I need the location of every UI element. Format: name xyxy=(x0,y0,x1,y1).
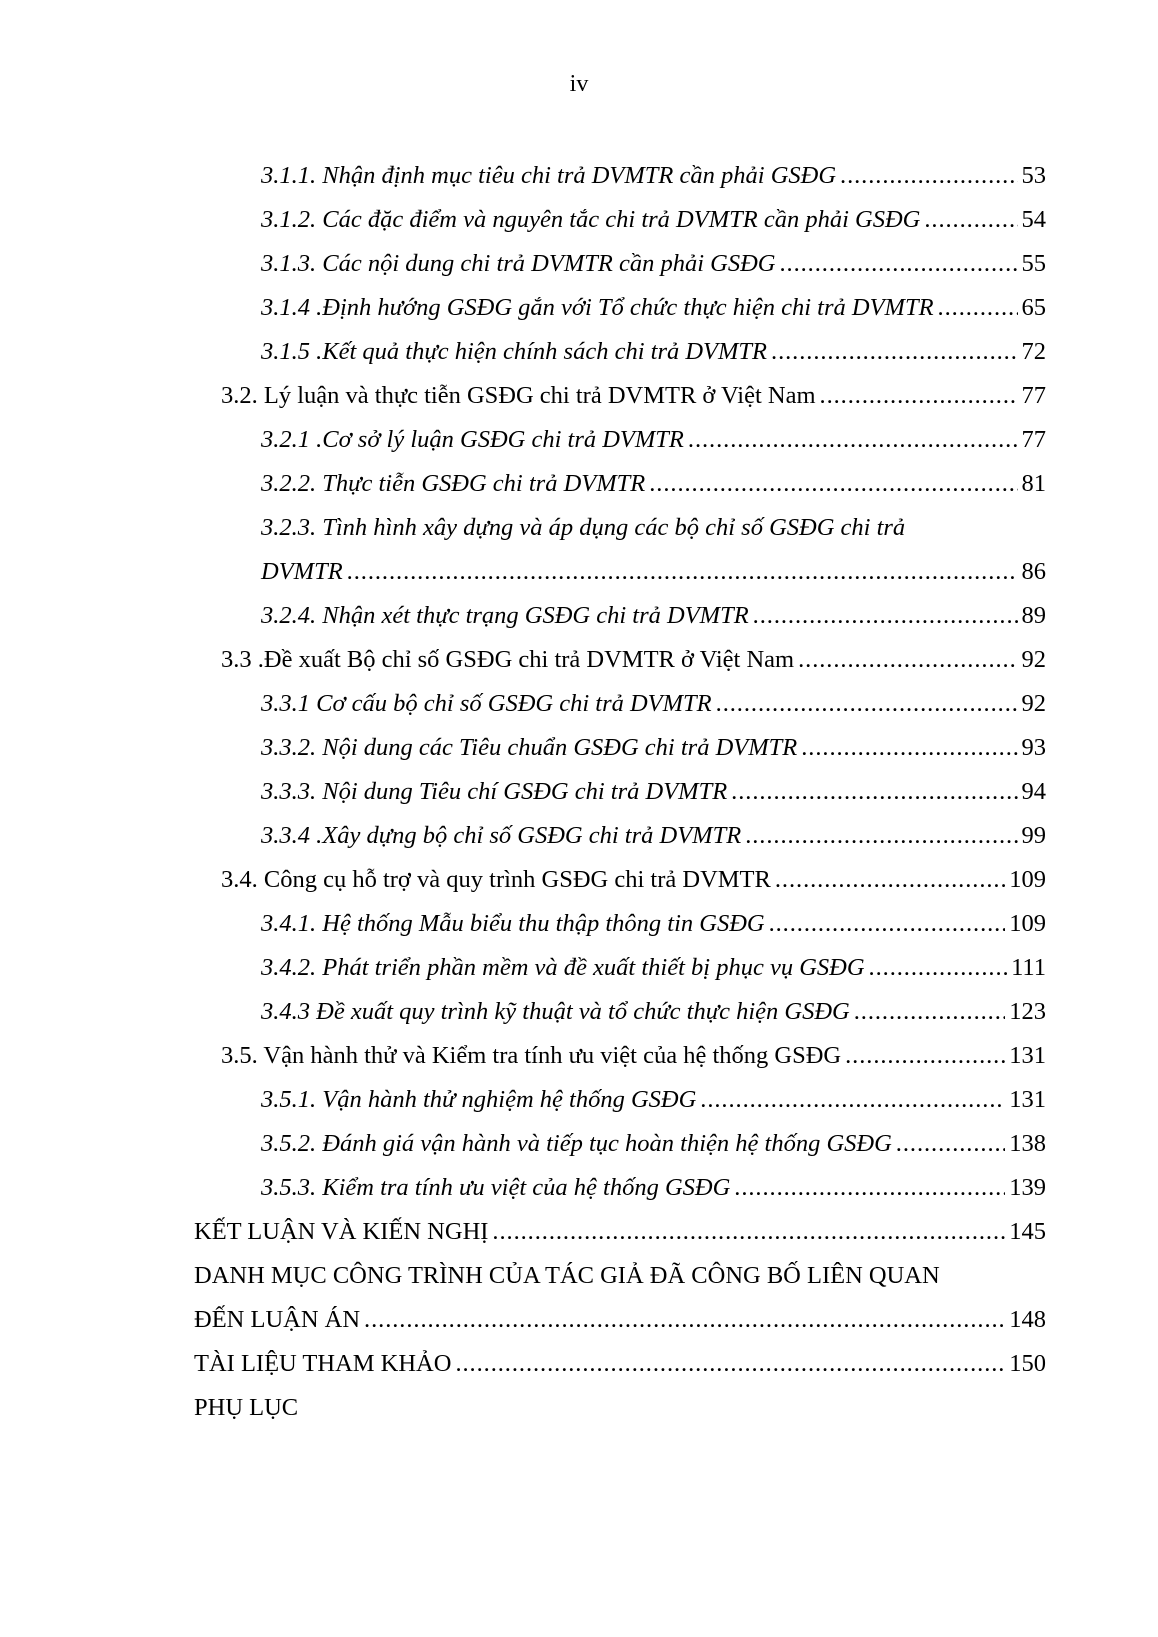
toc-entry-title: 3.1.5 .Kết quả thực hiện chính sách chi trả DVMTR xyxy=(261,338,768,365)
toc-entry[interactable] xyxy=(194,1386,1046,1430)
toc-entry-page: 111 xyxy=(1011,954,1046,981)
toc-entry-page: 92 xyxy=(1021,690,1046,717)
toc-entry[interactable] xyxy=(261,682,1046,726)
toc-entry-page: 94 xyxy=(1021,778,1046,805)
toc-entry-page: 131 xyxy=(1009,1086,1046,1113)
dot-leader xyxy=(869,946,1008,990)
page-number: iv xyxy=(569,71,589,97)
toc-entry-title: 3.4.2. Phát triển phần mềm và đề xuất thiết bị phục vụ GSĐG xyxy=(261,954,865,981)
toc-entry[interactable] xyxy=(261,462,1046,506)
toc-entry-title: 3.3.1 Cơ cấu bộ chỉ số GSĐG chi trả DVMTR xyxy=(261,690,712,717)
dot-leader xyxy=(716,682,1018,726)
toc-entry-page: 92 xyxy=(1021,646,1046,673)
toc-entry[interactable] xyxy=(221,638,1046,682)
toc-entry-page: 77 xyxy=(1021,382,1046,409)
toc-entry-page: 55 xyxy=(1021,250,1046,277)
dot-leader xyxy=(840,154,1017,198)
toc-entry-title: 3.3.4 .Xây dựng bộ chỉ số GSĐG chi trả DVMTR xyxy=(261,822,742,849)
toc-entry-title-continued: ĐẾN LUẬN ÁN xyxy=(194,1306,361,1333)
toc-entry-title: 3.2.3. Tình hình xây dựng và áp dụng các bộ chỉ số GSĐG chi trả xyxy=(261,514,906,541)
dot-leader xyxy=(649,462,1017,506)
toc-entry-title: KẾT LUẬN VÀ KIẾN NGHỊ xyxy=(194,1218,489,1245)
toc-entry-title: 3.1.2. Các đặc điểm và nguyên tắc chi trả DVMTR cần phải GSĐG xyxy=(261,206,921,233)
dot-leader xyxy=(734,1166,1005,1210)
toc-entry-page: 109 xyxy=(1009,866,1046,893)
toc-entry[interactable] xyxy=(261,198,1046,242)
toc-entry[interactable] xyxy=(261,506,1046,594)
toc-entry-title: 3.5.2. Đánh giá vận hành và tiếp tục hoàn thiện hệ thống GSĐG xyxy=(261,1130,892,1157)
toc-entry-title: 3.4. Công cụ hỗ trợ và quy trình GSĐG chi trả DVMTR xyxy=(221,866,771,893)
dot-leader xyxy=(364,1298,1005,1342)
dot-leader xyxy=(731,770,1017,814)
toc-entry-title: 3.4.3 Đề xuất quy trình kỹ thuật và tổ chức thực hiện GSĐG xyxy=(261,998,850,1025)
dot-leader xyxy=(700,1078,1005,1122)
toc-entry-title: 3.3.3. Nội dung Tiêu chí GSĐG chi trả DVMTR xyxy=(261,778,728,805)
toc-entry[interactable] xyxy=(261,330,1046,374)
dot-leader xyxy=(745,814,1017,858)
dot-leader xyxy=(845,1034,1005,1078)
toc-entry[interactable] xyxy=(261,1122,1046,1166)
toc-entry-title: 3.4.1. Hệ thống Mẫu biểu thu thập thông tin GSĐG xyxy=(261,910,765,937)
toc-entry-title: 3.1.4 .Định hướng GSĐG gắn với Tổ chức thực hiện chi trả DVMTR xyxy=(261,294,934,321)
toc-entry-page: 123 xyxy=(1009,998,1046,1025)
dot-leader xyxy=(347,550,1018,594)
toc-entry[interactable] xyxy=(194,1210,1046,1254)
toc-entry-title: TÀI LIỆU THAM KHẢO xyxy=(194,1350,452,1377)
dot-leader xyxy=(798,638,1017,682)
dot-leader xyxy=(688,418,1018,462)
toc-entry[interactable] xyxy=(221,858,1046,902)
toc-entry-page: 89 xyxy=(1021,602,1046,629)
dot-leader xyxy=(938,286,1018,330)
toc-entry[interactable] xyxy=(261,946,1046,990)
toc-entry-page: 109 xyxy=(1009,910,1046,937)
toc-entry[interactable] xyxy=(261,814,1046,858)
toc-entry-title: 3.5. Vận hành thử và Kiểm tra tính ưu việt của hệ thống GSĐG xyxy=(221,1042,842,1069)
toc-entry-title: 3.2.4. Nhận xét thực trạng GSĐG chi trả DVMTR xyxy=(261,602,749,629)
dot-leader xyxy=(769,902,1006,946)
table-of-contents xyxy=(0,154,1158,1430)
toc-entry[interactable] xyxy=(261,770,1046,814)
toc-entry[interactable] xyxy=(261,1166,1046,1210)
dot-leader xyxy=(820,374,1018,418)
dot-leader xyxy=(924,198,1017,242)
toc-entry[interactable] xyxy=(194,1342,1046,1386)
toc-entry[interactable] xyxy=(194,1254,1046,1342)
dot-leader xyxy=(492,1210,1005,1254)
toc-entry[interactable] xyxy=(261,418,1046,462)
dot-leader xyxy=(455,1342,1005,1386)
toc-entry[interactable] xyxy=(261,990,1046,1034)
toc-entry-title: DANH MỤC CÔNG TRÌNH CỦA TÁC GIẢ ĐÃ CÔNG BỐ LIÊN QUAN xyxy=(194,1262,940,1289)
toc-entry-title: 3.5.1. Vận hành thử nghiệm hệ thống GSĐG xyxy=(261,1086,697,1113)
toc-entry[interactable] xyxy=(261,154,1046,198)
dot-leader xyxy=(854,990,1006,1034)
toc-entry-page: 72 xyxy=(1021,338,1046,365)
toc-entry-title-continued: DVMTR xyxy=(261,558,343,585)
toc-entry-title: 3.2.2. Thực tiễn GSĐG chi trả DVMTR xyxy=(261,470,646,497)
toc-entry-title: 3.2. Lý luận và thực tiễn GSĐG chi trả DVMTR ở Việt Nam xyxy=(221,382,816,409)
toc-entry-page: 150 xyxy=(1009,1350,1046,1377)
toc-entry[interactable] xyxy=(221,1034,1046,1078)
toc-entry-title: 3.3 .Đề xuất Bộ chỉ số GSĐG chi trả DVMTR ở Việt Nam xyxy=(221,646,795,673)
toc-entry[interactable] xyxy=(261,242,1046,286)
toc-entry-page: 138 xyxy=(1009,1130,1046,1157)
toc-entry-page: 93 xyxy=(1021,734,1046,761)
toc-entry-page: 131 xyxy=(1009,1042,1046,1069)
toc-entry-title: 3.1.1. Nhận định mục tiêu chi trả DVMTR cần phải GSĐG xyxy=(261,162,837,189)
toc-entry-page: 81 xyxy=(1021,470,1046,497)
toc-entry-page: 54 xyxy=(1021,206,1046,233)
toc-entry[interactable] xyxy=(261,594,1046,638)
dot-leader xyxy=(801,726,1017,770)
toc-entry-title: 3.3.2. Nội dung các Tiêu chuẩn GSĐG chi trả DVMTR xyxy=(261,734,798,761)
toc-entry[interactable] xyxy=(221,374,1046,418)
toc-entry-page: 65 xyxy=(1021,294,1046,321)
dot-leader xyxy=(775,858,1005,902)
dot-leader xyxy=(896,1122,1005,1166)
dot-leader xyxy=(779,242,1017,286)
toc-entry[interactable] xyxy=(261,902,1046,946)
toc-entry-page: 145 xyxy=(1009,1218,1046,1245)
toc-entry-title: 3.1.3. Các nội dung chi trả DVMTR cần phải GSĐG xyxy=(261,250,776,277)
dot-leader xyxy=(753,594,1018,638)
toc-entry-page: 99 xyxy=(1021,822,1046,849)
toc-entry-page: 77 xyxy=(1021,426,1046,453)
toc-entry-page: 139 xyxy=(1009,1174,1046,1201)
toc-entry[interactable] xyxy=(261,286,1046,330)
toc-entry-page: 148 xyxy=(1009,1306,1046,1333)
toc-entry-page: 86 xyxy=(1021,558,1046,585)
toc-entry-page: 53 xyxy=(1021,162,1046,189)
toc-entry-title: 3.2.1 .Cơ sở lý luận GSĐG chi trả DVMTR xyxy=(261,426,684,453)
toc-entry-title: 3.5.3. Kiểm tra tính ưu việt của hệ thống GSĐG xyxy=(261,1174,731,1201)
toc-entry[interactable] xyxy=(261,726,1046,770)
dot-leader xyxy=(771,330,1017,374)
toc-entry-title: PHỤ LỤC xyxy=(194,1394,299,1421)
toc-entry[interactable] xyxy=(261,1078,1046,1122)
